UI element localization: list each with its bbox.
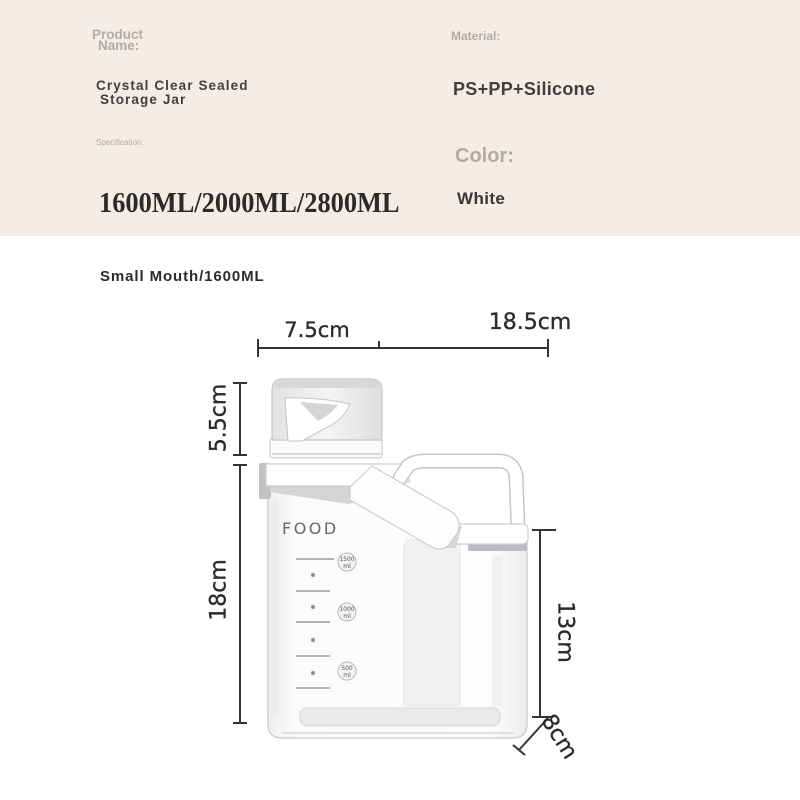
graduation-unit: ml <box>343 613 351 620</box>
specification-value: 1600ML/2000ML/2800ML <box>99 187 400 219</box>
jar-food-label: FOOD <box>282 519 339 538</box>
product-name-value-line2: Storage Jar <box>100 92 187 107</box>
graduation-unit: ml <box>343 563 351 570</box>
graduation-value: 500 <box>341 665 353 672</box>
graduation-value: 1500 <box>339 556 355 563</box>
total-width-label: 18.5cm <box>488 310 572 335</box>
cap-top-rim <box>274 380 380 388</box>
total-height-label: 18cm <box>206 559 232 621</box>
color-value: White <box>457 189 506 208</box>
lid-height-label: 5.5cm <box>206 383 232 453</box>
product-name-value-line1: Crystal Clear Sealed <box>96 78 249 93</box>
graduation-marker-1000 <box>338 603 356 621</box>
dimension-total-height <box>233 465 247 723</box>
jar-base <box>300 708 500 726</box>
product-name-label-line1: Product <box>92 27 144 42</box>
graduation-dot <box>311 605 315 609</box>
graduation-dot <box>311 671 315 675</box>
graduation-marker-1500 <box>338 553 356 571</box>
lid-width-label: 7.5cm <box>284 318 350 342</box>
graduation-unit: ml <box>343 672 351 679</box>
graduation-dot <box>311 573 315 577</box>
variant-title: Small Mouth/1600ML <box>100 268 265 285</box>
depth-label: 8cm <box>535 710 583 764</box>
dimension-lid-height <box>233 383 247 455</box>
graduation-value: 1000 <box>339 606 355 613</box>
body-height-label: 13cm <box>552 601 578 663</box>
dimension-body-height <box>532 530 556 717</box>
jar-reflection-right <box>492 556 502 706</box>
specification-label: Specification: <box>96 138 144 147</box>
product-name-label-line2: Name: <box>98 38 140 53</box>
color-label: Color: <box>455 145 514 167</box>
jar-reflection-left <box>271 500 278 715</box>
jar-reflection-center <box>404 540 460 706</box>
graduation-marker-500 <box>338 662 356 680</box>
material-label: Material: <box>451 29 501 43</box>
graduation-dot <box>311 638 315 642</box>
storage-jar <box>259 379 528 738</box>
material-value: PS+PP+Silicone <box>453 79 596 99</box>
